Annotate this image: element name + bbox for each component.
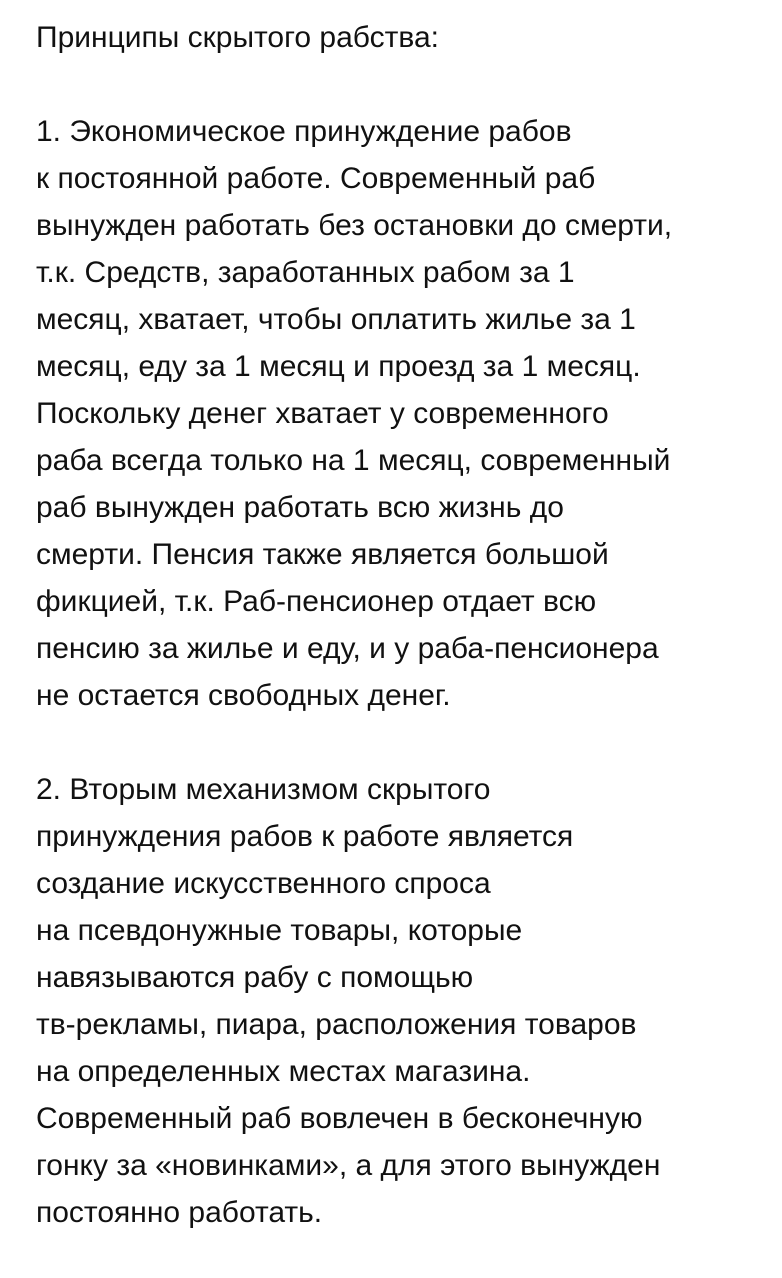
paragraph-1-line-7: Поскольку денег хватает у современного [36,397,609,430]
paragraph-gap [36,61,762,108]
document-title: Принципы скрытого рабства: [36,21,439,54]
paragraph-2-line-7: на определенных местах магазина. [36,1055,531,1088]
paragraph-1-line-5: месяц, хватает, чтобы оплатить жилье за 1 [36,303,636,336]
paragraph-gap [36,719,762,766]
paragraph-2-line-6: тв-рекламы, пиара, расположения товаров [36,1008,637,1041]
paragraph-1-line-10: смерти. Пенсия также является большой [36,538,609,571]
paragraph-1-line-11: фикцией, т.к. Раб-пенсионер отдает всю [36,585,597,618]
paragraph-1-line-2: к постоянной работе. Современный раб [36,162,596,195]
paragraph-1 [36,108,762,719]
paragraph-1-line-6: месяц, еду за 1 месяц и проезд за 1 месяц. [36,350,641,383]
paragraph-1-line-12: пенсию за жилье и еду, и у раба-пенсионера [36,632,659,665]
paragraph-2-line-2: принуждения рабов к работе является [36,820,574,853]
paragraph-2-line-8: Современный раб вовлечен в бесконечную [36,1102,643,1135]
paragraph-1-line-9: раб вынужден работать всю жизнь до [36,491,564,524]
paragraph-2 [36,766,762,1236]
paragraph-2-line-3: создание искусственного спроса [36,867,491,900]
paragraph-2-line-4: на псевдонужные товары, которые [36,914,523,947]
paragraph-2-line-5: навязываются рабу с помощью [36,961,474,994]
paragraph-2-line-1: 2. Вторым механизмом скрытого [36,773,491,806]
paragraph-1-line-1: 1. Экономическое принуждение рабов [36,115,572,148]
paragraph-1-line-4: т.к. Средств, заработанных рабом за 1 [36,256,575,289]
paragraph-1-line-13: не остается свободных денег. [36,679,451,712]
paragraph-2-line-10: постоянно работать. [36,1196,323,1229]
paragraph-1-line-8: раба всегда только на 1 месяц, современный [36,444,671,477]
paragraph-2-line-9: гонку за «новинками», а для этого вынужден [36,1149,661,1182]
paragraph-1-line-3: вынужден работать без остановки до смерти, [36,209,673,242]
